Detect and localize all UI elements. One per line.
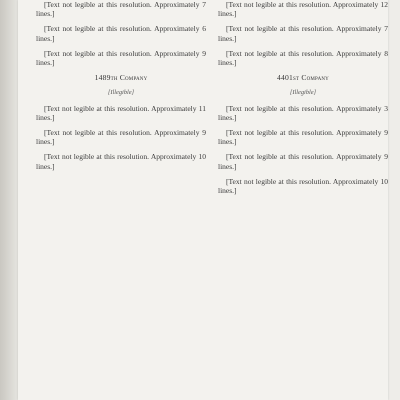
- paragraph: [Text not legible at this resolution. Approximately 9 lines.]: [36, 128, 206, 147]
- paragraph: [Text not legible at this resolution. Approximately 11 lines.]: [36, 103, 206, 122]
- left-column: [36, 0, 206, 400]
- paragraph: [Text not legible at this resolution. Approximately 9 lines.]: [36, 48, 206, 68]
- section-subheading: [Illegible]: [107, 89, 135, 97]
- paragraph: [Text not legible at this resolution. Approximately 7 lines.]: [36, 0, 206, 19]
- paragraph: [Text not legible at this resolution. Approximately 10 lines.]: [36, 152, 206, 171]
- right-column: [218, 0, 388, 400]
- paragraph: [Text not legible at this resolution. Approximately 7 lines.]: [218, 24, 388, 43]
- paragraph: [Text not legible at this resolution. Approximately 8 lines.]: [218, 48, 388, 68]
- paragraph: [Text not legible at this resolution. Approximately 3 lines.]: [218, 103, 388, 122]
- document-page: [18, 0, 388, 400]
- paragraph: [Text not legible at this resolution. Approximately 10 lines.]: [218, 176, 388, 196]
- book-spine-shadow: [0, 0, 18, 400]
- paragraph: [Text not legible at this resolution. Approximately 6 lines.]: [36, 24, 206, 43]
- section-heading: 1489th Company: [94, 73, 148, 83]
- paragraph: [Text not legible at this resolution. Approximately 12 lines.]: [218, 0, 388, 19]
- paragraph: [Text not legible at this resolution. Approximately 9 lines.]: [218, 128, 388, 147]
- paragraph: [Text not legible at this resolution. Approximately 9 lines.]: [218, 152, 388, 171]
- section-subheading: [Illegible]: [289, 89, 317, 97]
- section-heading: 4401st Company: [277, 73, 329, 83]
